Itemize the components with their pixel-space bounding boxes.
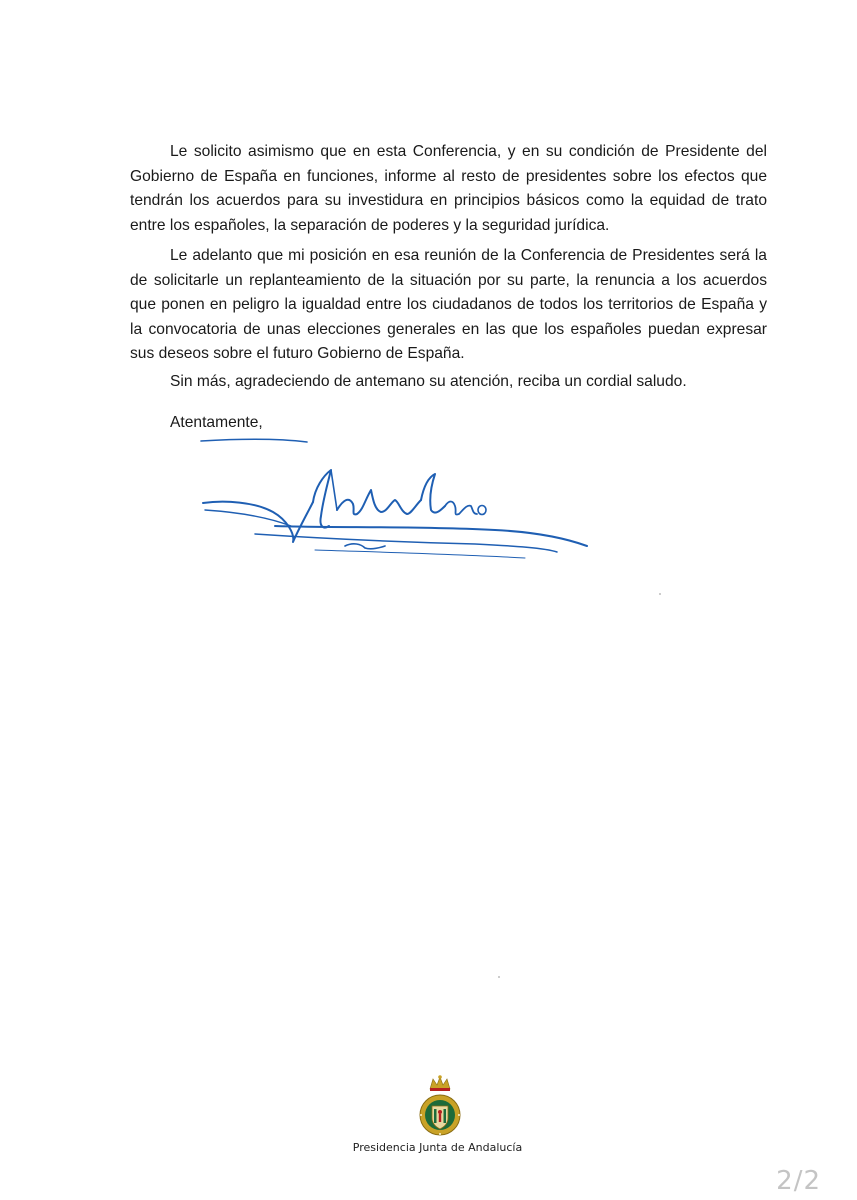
- scan-speck: [498, 976, 500, 978]
- signature-icon: [195, 430, 605, 570]
- coat-of-arms-icon: [409, 1074, 471, 1138]
- paragraph-position: Le adelanto que mi posición en esa reunión de la Conferencia de Presidentes será la de solicitarle un replanteamiento de la situación por su parte, la renuncia a los acuerdos que ponen en peligro la igualdad entre los ciudadanos de todos los territorios de España y la convocatoria de unas elecciones generales en las que los españoles puedan expresar sus deseos sobre el futuro Gobierno de España.: [130, 247, 767, 362]
- closing-text: Atentamente,: [170, 414, 263, 431]
- paragraph-request-report: Le solicito asimismo que en esta Conferencia, y en su condición de Presidente del Gobierno de España en funciones, informe al resto de presidentes sobre los efectos que tendrán los acuerdos para su investidura en principios básicos como la equidad de trato entre los españoles, la separación de poderes y la seguridad jurídica.: [130, 143, 767, 234]
- scan-speck: [659, 593, 661, 595]
- page-indicator: 2/2: [776, 1166, 821, 1196]
- institution-label: Presidencia Junta de Andalucía: [352, 1141, 523, 1154]
- paragraph-farewell: Sin más, agradeciendo de antemano su atención, reciba un cordial saludo.: [170, 373, 687, 390]
